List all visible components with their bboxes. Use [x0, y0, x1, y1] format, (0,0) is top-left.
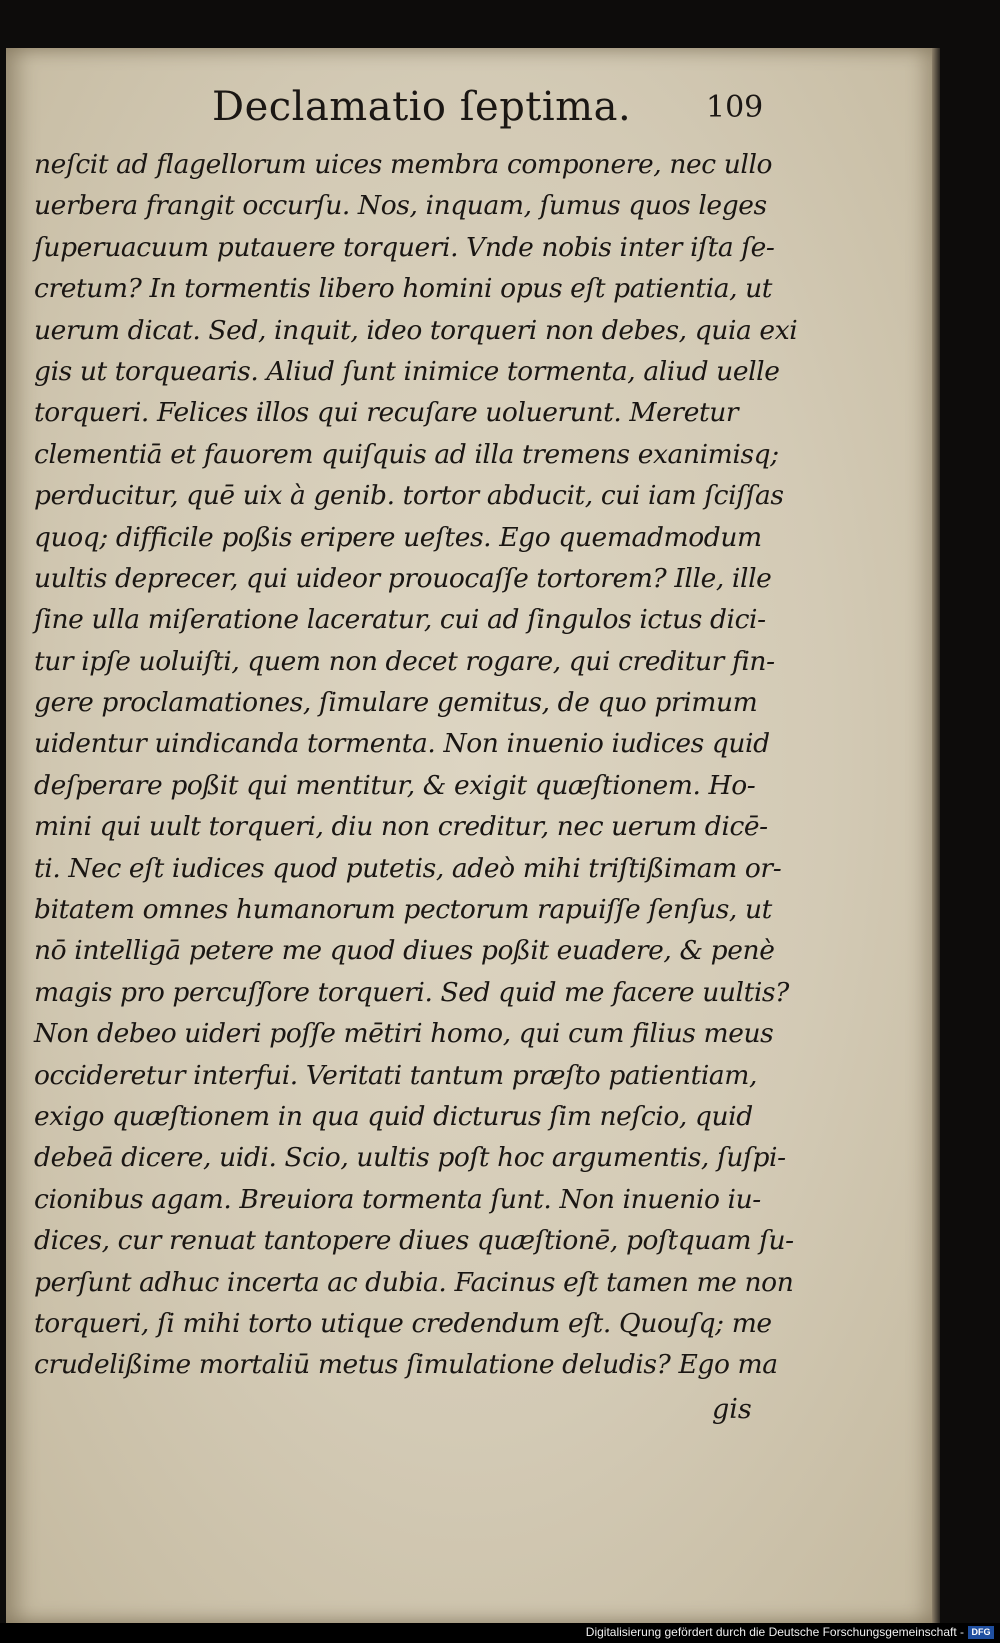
text-line: torqueri. Felices illos qui recuſare uoluerunt. Meretur [34, 397, 739, 429]
text-line: crudelißime mortaliū metus ſimulatione deludis? Ego ma [34, 1349, 778, 1381]
text-line: gis ut torquearis. Aliud ſunt inimice tormenta, aliud uelle [34, 355, 780, 387]
text-line: ſuperuacuum putauere torqueri. Vnde nobis inter iſta ſe- [34, 231, 775, 263]
running-title: Declamatio ſeptima. [212, 84, 632, 130]
text-line: uerbera frangit occurſu. Nos, inquam, ſumus quos leges [34, 190, 767, 222]
text-line: neſcit ad flagellorum uices membra componere, nec ullo [34, 149, 773, 180]
text-line: uerum dicat. Sed, inquit, ideo torqueri non debes, quia exi [34, 314, 798, 346]
text-line: clementiā et fauorem quiſquis ad illa tremens exanimisq; [34, 438, 779, 470]
text-line: perſunt adhuc incerta ac dubia. Facinus eſt tamen me non [34, 1266, 794, 1298]
text-line: debeā dicere, uidi. Scio, uultis poſt hoc argumentis, ſuſpi- [34, 1142, 786, 1174]
catchword: gis [712, 1394, 752, 1425]
dfg-logo-icon: DFG [968, 1626, 994, 1639]
page-edge [932, 48, 940, 1623]
text-line: uultis deprecer, qui uideor prouocaſſe tortorem? Ille, ille [34, 562, 772, 594]
text-line: dices, cur renuat tantopere diues quæſtionē, poſtquam ſu- [34, 1225, 794, 1257]
text-line: ti. Nec eſt iudices quod putetis, adeò mihi triſtißimam or- [34, 852, 782, 884]
text-line: ſine ulla miſeratione laceratur, cui ad ſingulos ictus dici- [34, 604, 766, 636]
text-line: cretum? In tormentis libero homini opus eſt patientia, ut [34, 273, 773, 305]
text-line: cionibus agam. Breuiora tormenta ſunt. Non inuenio iu- [34, 1183, 761, 1215]
page-number: 109 [706, 90, 764, 125]
text-line: deſperare poßit qui mentitur, & exigit quæſtionem. Ho- [34, 769, 756, 801]
text-line: torqueri, ſi mihi torto utique credendum eſt. Quouſq; me [34, 1307, 772, 1339]
text-line: tur ipſe uoluiſti, quem non decet rogare, qui creditur fin- [34, 645, 775, 677]
text-line: Non debeo uideri poſſe mētiri homo, qui cum filius meus [34, 1018, 774, 1050]
funding-credit: Digitalisierung gefördert durch die Deutsche Forschungsgemeinschaft - [585, 1625, 964, 1639]
text-line: magis pro percuſſore torqueri. Sed quid me facere uultis? [34, 976, 789, 1008]
text-line: perducitur, quē uix à genib. tortor abducit, cui iam ſciſſas [34, 480, 784, 512]
text-line: gere proclamationes, ſimulare gemitus, de quo primum [34, 687, 758, 719]
text-line: uidentur uindicanda tormenta. Non inuenio iudices quid [34, 728, 770, 760]
footer-bar [0, 1623, 1000, 1643]
page-header [0, 84, 932, 144]
text-line: exigo quæſtionem in qua quid dicturus ſim neſcio, quid [34, 1100, 753, 1132]
text-line: bitatem omnes humanorum pectorum rapuiſſe ſenſus, ut [34, 894, 772, 926]
text-line: occideretur interfui. Veritati tantum præſto patientiam, [34, 1059, 758, 1091]
text-line: quoq; difficile poßis eripere ueſtes. Ego quemadmodum [34, 521, 762, 553]
text-line: mini qui uult torqueri, diu non creditur, nec uerum dicē- [34, 811, 768, 843]
body-text [34, 144, 798, 1386]
text-line: nō intelligā petere me quod diues poßit euadere, & penè [34, 935, 775, 967]
